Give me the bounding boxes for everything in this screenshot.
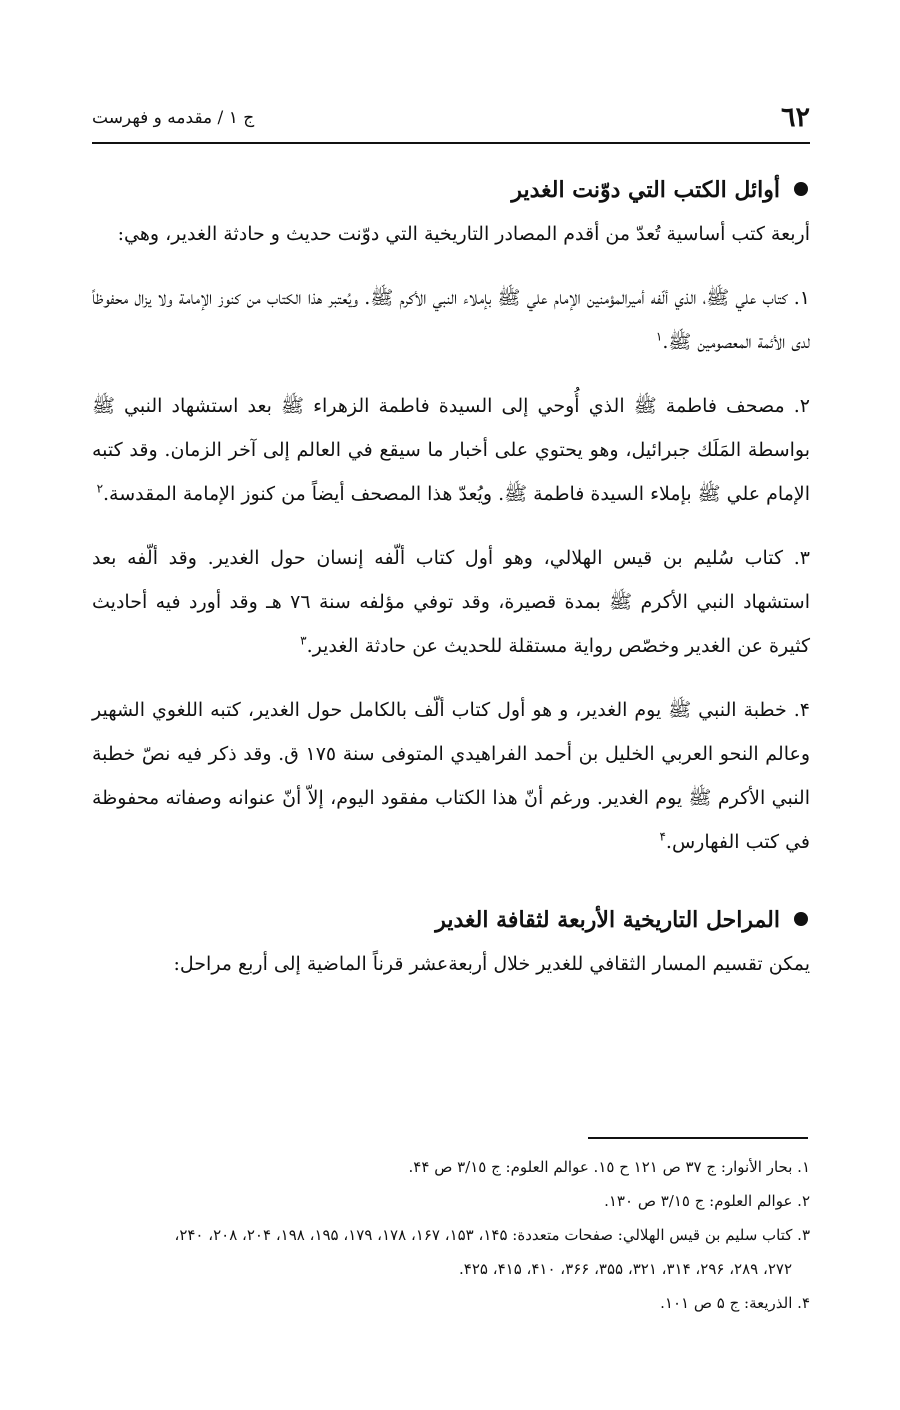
page-header (92, 100, 810, 140)
list-item-text: ٣. كتاب سُليم بن قيس الهلالي، وهو أول كتاب ألّفه إنسان حول الغدير. وقد ألّفه بعد استشهاد النبي الأكرم ﷺ بمدة قصيرة، وقد توفي مؤلفه سنة ٧٦ هـ وقد أورد فيه أحاديث كثيرة عن الغدير وخصّص رواية مستقلة للحديث عن حادثة الغدير. (92, 547, 810, 657)
list-item (92, 384, 810, 516)
section-heading-text: أوائل الكتب التي دوّنت الغدير (511, 177, 780, 203)
footnote: ٢٧٢، ٢٨٩، ٢٩۶، ٣١۴، ٣٢١، ٣۵۵، ٣۶۶، ۴١٠، ۴١۵، ۴٢۵. (459, 1260, 792, 1278)
footnote-ref: ٢ (96, 481, 104, 496)
list-item-text: ۴. خطبة النبي ﷺ يوم الغدير، و هو أول كتاب ألّف بالكامل حول الغدير، كتبه اللغوي الشهير وعالم النحو العربي الخليل بن أحمد الفراهيدي المتوفى سنة ١٧٥ ق. وقد ذكر فيه نصّ خطبة النبي الأكرم ﷺ يوم الغدير. ورغم أنّ هذا الكتاب مفقود اليوم، إلاّ أنّ عنوانه وصفاته محفوظة في كتب الفهارس. (92, 699, 810, 853)
bullet-icon (794, 182, 808, 196)
page-number: ٦٢ (780, 102, 810, 133)
section-heading (92, 168, 810, 212)
footnote-ref: ۴ (659, 829, 666, 844)
footnote-ref: ١ (655, 329, 663, 344)
footnote-rule (588, 1137, 808, 1139)
list-item (92, 536, 810, 668)
section-heading-text: المراحل التاريخية الأربعة لثقافة الغدير (435, 907, 780, 933)
running-title: ج ١ / مقدمه و فهرست (92, 108, 255, 128)
list-item-text: ٢. مصحف فاطمة ﷺ الذي أُوحي إلى السيدة فاطمة الزهراء ﷺ بعد استشهاد النبي ﷺ بواسطة المَلَك جبرائيل، وهو يحتوي على أخبار ما سيقع في العالم إلى آخر الزمان. وقد كتبه الإمام علي ﷺ بإملاء السيدة فاطمة ﷺ. ويُعدّ هذا المصحف أيضاً من كنوز الإمامة المقدسة. (92, 395, 810, 505)
list-item (92, 688, 810, 864)
bullet-icon (794, 912, 808, 926)
footnote: ٣. كتاب سليم بن قيس الهلالي: صفحات متعددة: ١۴۵، ١۵٣، ١۶٧، ١٧٨، ١٧٩، ١٩۵، ١٩٨، ٢٠۴، ٢٠٨، ٢۴٠، (174, 1226, 810, 1244)
footnote: ١. بحار الأنوار: ج ٣٧ ص ١٢١ ح ١٥. عوالم العلوم: ج ٣/١٥ ص ۴۴. (408, 1158, 810, 1176)
footnote: ٢. عوالم العلوم: ج ٣/١٥ ص ١٣٠. (604, 1192, 810, 1210)
footnotes (92, 1150, 810, 1320)
section-intro: أربعة كتب أساسية تُعدّ من أقدم المصادر التاريخية التي دوّنت حديث و حادثة الغدير، وهي: (117, 223, 810, 245)
list-item-text: ١. كتاب علي ﷺ، الذي ألّفه أميرالمؤمنين الإمام علي ﷺ بإملاء النبي الأكرم ﷺ. ويُعتبر هذا الكتاب من كنوز الإمامة ولا يزال محفوظاً لدى الأئمة المعصومين ﷺ. (92, 287, 810, 353)
header-rule (92, 142, 810, 144)
footnote: ۴. الذريعة: ج ۵ ص ١٠١. (660, 1294, 810, 1312)
page-body (92, 168, 810, 986)
section-intro: يمكن تقسيم المسار الثقافي للغدير خلال أربعةعشر قرناً الماضية إلى أربع مراحل: (173, 953, 810, 975)
footnote-ref: ٣ (300, 633, 307, 648)
section-heading (92, 898, 810, 942)
list-item (92, 276, 810, 364)
